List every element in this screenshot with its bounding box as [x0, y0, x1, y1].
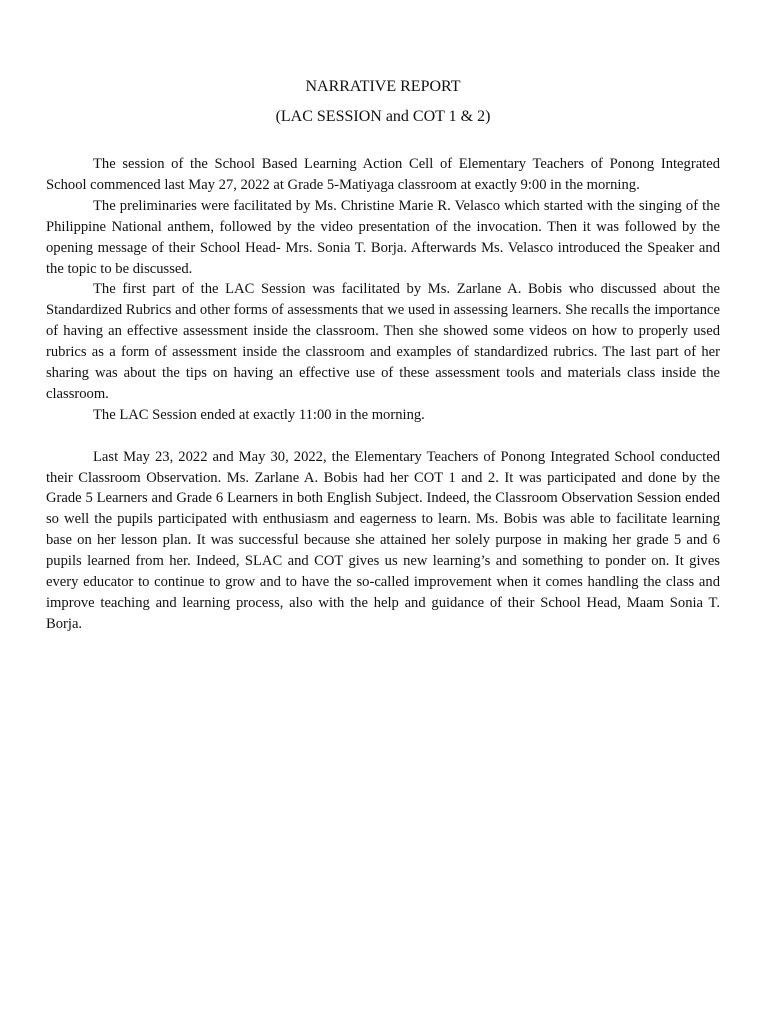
paragraph-session-end: The LAC Session ended at exactly 11:00 in the morning. — [93, 406, 425, 423]
paragraph-gap — [46, 426, 720, 447]
paragraph-preliminaries: The preliminaries were facilitated by Ms. Christine Marie R. Velasco which started with the singing of the Philippine National anthem, followed by the video presentation of the invocation. Then it was followed by the opening message of their School Head- Mrs. Sonia T. Borja. Afterwards Ms. Velasco introduced the Speaker and the topic to be discussed. — [46, 197, 720, 277]
paragraph-session-opening: The session of the School Based Learning Action Cell of Elementary Teachers of Ponong Integrated School commenced last May 27, 2022 at Grade 5-Matiyaga classroom at exactly 9:00 in the morning. — [46, 156, 720, 193]
document-subtitle: (LAC SESSION and COT 1 & 2) — [275, 108, 491, 125]
paragraph-first-part: The first part of the LAC Session was facilitated by Ms. Zarlane A. Bobis who discussed about the Standardized Rubrics and other forms of assessments that we used in assessing learners. She recalls the importance of having an effective assessment inside the classroom. Then she showed some videos on how to properly used rubrics as a form of assessment inside the classroom and examples of standardized rubrics. The last part of her sharing was about the tips on having an effective use of these assessment tools and materials class inside the classroom. — [46, 281, 720, 402]
paragraph-classroom-observation: Last May 23, 2022 and May 30, 2022, the Elementary Teachers of Ponong Integrated School conducted their Classroom Observation. Ms. Zarlane A. Bobis had her COT 1 and 2. It was participated and done by the Grade 5 Learners and Grade 6 Learners in both English Subject. Indeed, the Classroom Observation Session ended so well the pupils participated with enthusiasm and eagerness to learn. Ms. Bobis was able to facilitate learning base on her lesson plan. It was successful because she attained her solely purpose in making her grade 5 and 6 pupils learned from her. Indeed, SLAC and COT gives us new learning’s and something to ponder on. It gives every educator to continue to grow and to have the so-called improvement when it comes handling the class and improve teaching and learning process, also with the help and guidance of their School Head, Maam Sonia T. Borja. — [46, 448, 720, 632]
document-page — [46, 72, 720, 635]
document-title: NARRATIVE REPORT — [305, 78, 461, 95]
document-body — [46, 154, 720, 635]
